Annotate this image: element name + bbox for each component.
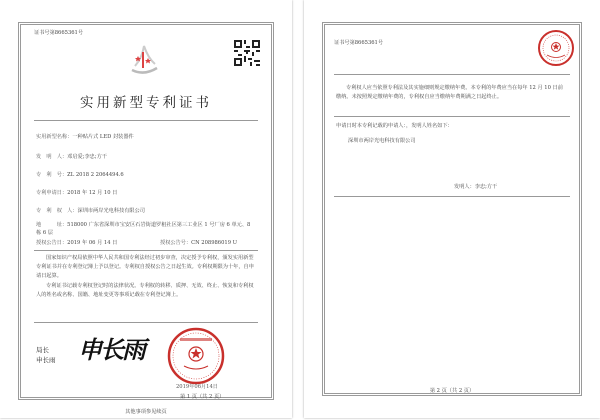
field-label: 发 明 人：	[36, 154, 68, 160]
paragraph-divider	[334, 116, 570, 117]
signature-title-2: 申长雨	[36, 356, 56, 364]
field-value: 深圳市两岸光电科技有限公司	[77, 208, 145, 214]
page-border	[322, 22, 582, 396]
qr-code-icon	[234, 40, 260, 66]
field-value: 邓启爱;李忠;方干	[67, 154, 107, 160]
grant-paragraph: 国家知识产权局依照中华人民共和国专利法经过初步审查，决定授予专利权，颁发实用新型专利证书并在专利登记簿上予以登记。专利权自授权公告之日起生效。专利权期限为十年，自申请日起算。	[36, 255, 254, 279]
page-indicator: 第 1 页（共 2 页）	[180, 394, 225, 400]
field-inventor	[36, 154, 107, 161]
applicant-name: 深圳市两岸光电科技有限公司	[348, 138, 416, 144]
annual-fee-paragraph: 专利权人应当依照专利法及其实施细则规定缴纳年费。本专利的年费应当在每年 12 月 10 日前缴纳。未按照规定缴纳年费的，专利权自应当缴纳年费期满之日起终止。	[336, 85, 563, 100]
certificate-page-1	[0, 0, 292, 418]
field-value: 2019 年 06 月 14 日	[67, 240, 118, 246]
body-divider	[34, 322, 258, 323]
certificate-number: 证书号第8665361号	[334, 40, 384, 46]
field-value: CN 208986019 U	[191, 240, 238, 246]
field-label: 地 址：	[36, 222, 68, 228]
field-grant-date	[36, 240, 117, 247]
footer-note: 其他事项参见续页	[125, 409, 167, 415]
fields-divider	[34, 250, 258, 251]
field-patentee	[36, 208, 145, 215]
red-stamp-icon	[536, 28, 576, 68]
field-label: 专 利 号：	[36, 172, 68, 178]
page-indicator: 第 2 页（共 2 页）	[429, 388, 475, 394]
field-patent-number	[36, 172, 124, 179]
legal-status-paragraph: 专利证书记载专利权登记时的法律状况。专利权的转移、质押、无效、终止、恢复和专利权人的姓名或名称、国籍、地址变更等事项记载在专利登记簿上。	[36, 283, 254, 298]
field-value: 2018 年 12 月 10 日	[67, 190, 118, 196]
seal-date: 2019年06月14日	[176, 384, 218, 390]
title-divider	[34, 120, 258, 121]
field-value: 一种贴片式 LED 封装器件	[72, 134, 134, 140]
certificate-page-2	[304, 0, 600, 418]
field-label: 授权公告号：	[160, 240, 192, 246]
cnipa-emblem-icon	[124, 40, 164, 80]
field-value: ZL 2018 2 2064494.6	[67, 172, 124, 178]
certificate-title: 实用新型专利证书	[80, 95, 212, 111]
section-divider	[334, 196, 570, 197]
field-label: 专 利 权 人：	[36, 208, 78, 214]
header-divider	[334, 74, 570, 75]
applicant-heading: 申请日时本专利记载的申请人：，发明人姓名如下：	[336, 123, 453, 129]
official-seal-icon	[166, 326, 226, 386]
field-label: 授权公告日：	[36, 240, 68, 246]
signature-title-1: 局长	[36, 346, 49, 354]
field-application-date	[36, 190, 117, 197]
field-label: 实用新型名称：	[36, 134, 73, 140]
director-signature: 申长雨	[78, 335, 144, 364]
field-address	[36, 221, 256, 237]
field-grant-number	[160, 240, 237, 247]
inventor-line: 发明人：李忠;方干	[454, 184, 498, 190]
field-value: 518000 广东省深圳市宝安区石岩街道罗租社区第三工业区 1 号厂房 6 单元、8 栋 6 层	[36, 222, 251, 236]
certificate-number: 证书号第8665361号	[34, 30, 84, 36]
field-label: 专利申请日：	[36, 190, 68, 196]
field-invention-name	[36, 134, 134, 141]
